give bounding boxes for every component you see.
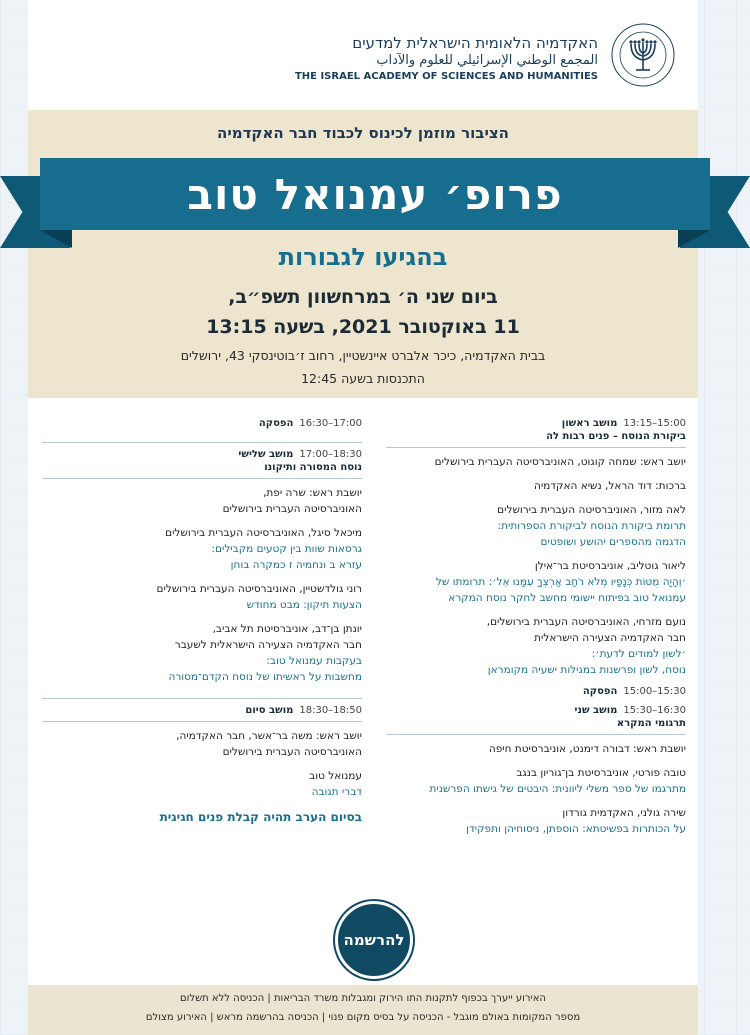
academy-logo — [610, 22, 676, 88]
speaker-name: יונתן בן־דב, אוניברסיטת תל אביב, — [212, 623, 362, 635]
talk-title: הצעות תיקון: מבט מחודש — [246, 599, 362, 611]
talk-title: בעקבות עמנואל טוב: — [266, 655, 362, 667]
register-label: להרשמה — [343, 931, 405, 949]
header — [28, 0, 698, 110]
invitation-line: הציבור מוזמן לכינוס לכבוד חבר האקדמיה — [217, 124, 509, 142]
program-right-column — [386, 418, 686, 837]
divider — [42, 721, 362, 722]
honoree-name: פרופ׳ עמנואל טוב — [187, 169, 563, 219]
session-1-label: מושב ראשון — [561, 418, 618, 429]
footer-line-2: מספר המקומות באולם מוגבל - הכניסה על בסיס מקום פנוי | הכניסה בהרשמה מראש | האירוע מצולם — [145, 1012, 581, 1023]
speaker-name: ליאור גוטליב, אוניברסיטת בר־אילן — [534, 560, 686, 572]
title-ribbon — [40, 158, 710, 230]
divider — [386, 734, 686, 735]
register-button[interactable] — [335, 901, 413, 979]
speaker-name: עמנואל טוב — [309, 770, 362, 782]
program-left-column — [42, 418, 362, 824]
speaker-name: שירה גולני, האקדמית גורדון — [562, 807, 686, 819]
break-1-label: הפסקה — [582, 686, 618, 697]
hebrew-date: ביום שני ה׳ במרחשוון תשפ״ב, — [228, 286, 498, 308]
talk-title: גרסאות שוות בין קטעים מקבילים: — [211, 543, 362, 555]
break-1 — [386, 686, 686, 697]
talk-title: מחשבות על ראשיתו של נוסח הקדם־מסורה — [168, 671, 362, 683]
session-1-time: 13:15–15:00 — [623, 418, 686, 429]
org-arabic: المجمع الوطني الإسرائيلي للعلوم والآداب — [376, 53, 598, 68]
break-2-time: 16:30–17:00 — [299, 418, 362, 429]
talk-title: עזרא ב ונחמיה ז כמקרה בוחן — [230, 559, 362, 571]
session-2-header — [386, 705, 686, 716]
subtitle: בהגיעו לגבורות — [278, 243, 448, 271]
session-1-chair: יושב ראש: שמחה קוגוט, האוניברסיטה העברית בירושלים — [434, 456, 686, 468]
divider — [386, 447, 686, 448]
organization-name — [295, 34, 598, 84]
org-english: THE ISRAEL ACADEMY OF SCIENCES AND HUMANITIES — [294, 71, 598, 82]
divider — [42, 698, 362, 699]
session-2-chair: יושבת ראש: דבורה דימנט, אוניברסיטת חיפה — [488, 743, 686, 755]
speaker-affiliation: חבר האקדמיה הצעירה הישראלית לשעבר — [174, 639, 362, 651]
session-1-greetings: ברכות: דוד הראל, נשיא האקדמיה — [533, 480, 686, 492]
talk-title: על הכותרות בפשיטתא: הוספתן, ניסוחיהן ותפקידן — [466, 823, 686, 835]
speaker-name: רוני גולדשטיין, האוניברסיטה העברית בירושלים — [156, 583, 362, 595]
session-3-header — [42, 449, 362, 460]
talk-title: מתרגמו של ספר משלי ליוונית: היבטים של גישתו הפרשנית — [429, 783, 686, 795]
divider — [42, 442, 362, 443]
session-2-time: 15:30–16:30 — [623, 705, 686, 716]
speaker-name: נועם מזרחי, האוניברסיטה העברית בירושלים, — [486, 616, 686, 628]
talk-title: ׳לשון למודים לדעת׳: — [591, 648, 686, 660]
break-2 — [42, 418, 362, 429]
gregorian-date: 11 באוקטובר 2021, בשעה 13:15 — [206, 316, 520, 338]
session-3-label: מושב שלישי — [238, 449, 294, 460]
session-3-chair: יושבת ראש: שרה יפת, — [263, 487, 362, 499]
speaker-name: מיכאל סיגל, האוניברסיטה העברית בירושלים — [165, 527, 362, 539]
speaker-name: טובה פורטי, אוניברסיטת בן־גוריון בנגב — [516, 767, 686, 779]
session-3-chair-affiliation: האוניברסיטה העברית בירושלים — [222, 503, 362, 515]
break-2-label: הפסקה — [258, 418, 294, 429]
session-4-time: 18:30–18:50 — [299, 705, 362, 716]
talk-title: ׳וְהָיָה מֻטּוֹת כְּנָפָיו מְלֹא רֹחַב אַרְצְךָ עִמָּנוּ אֵל׳: תרומתו של — [435, 576, 686, 588]
session-4-label: מושב סיום — [245, 705, 294, 716]
break-1-time: 15:00–15:30 — [623, 686, 686, 697]
closing-reception: בסיום הערב תהיה קבלת פנים חגיגית — [159, 810, 362, 824]
talk-title: הדגמה מהספרים יהושע ושופטים — [540, 536, 686, 548]
venue: בבית האקדמיה, כיכר אלברט איינשטיין, רחוב ז׳בוטינסקי 43, ירושלים — [180, 348, 546, 363]
talk-title: עמנואל טוב בפיתוח יישומי מחשב לחקר נוסח המקרא — [448, 592, 686, 604]
session-2-title: תרגומי המקרא — [616, 718, 686, 729]
session-4-header — [42, 705, 362, 716]
speaker-name: לאה מזור, האוניברסיטה העברית בירושלים — [497, 504, 686, 516]
talk-title: דברי תגובה — [311, 786, 362, 798]
talk-title: תרומת ביקורת הנוסח לביקורת הספרותית: — [497, 520, 686, 532]
speaker-affiliation: חבר האקדמיה הצעירה הישראלית — [534, 632, 686, 644]
gathering-time: התכנסות בשעה 12:45 — [301, 371, 425, 386]
org-hebrew: האקדמיה הלאומית הישראלית למדעים — [352, 34, 598, 52]
session-4-chair: יושב ראש: משה בר־אשר, חבר האקדמיה, — [176, 730, 362, 742]
session-1-header — [386, 418, 686, 429]
session-3-time: 17:00–18:30 — [299, 449, 362, 460]
session-4-chair-affiliation: האוניברסיטה העברית בירושלים — [222, 746, 362, 758]
session-3-title: נוסח המסורה ותיקונו — [264, 462, 362, 473]
talk-title: נוסח, לשון ופרשנות במגילות ישעיה מקומראן — [487, 664, 686, 676]
divider — [42, 478, 362, 479]
footer-line-1: האירוע ייערך בכפוף לתקנות התו הירוק ומגבלות משרד הבריאות | הכניסה ללא תשלום — [180, 993, 546, 1004]
session-2-label: מושב שני — [574, 705, 618, 716]
session-1-title: ביקורת הנוסח – פנים רבות לה — [546, 431, 686, 442]
